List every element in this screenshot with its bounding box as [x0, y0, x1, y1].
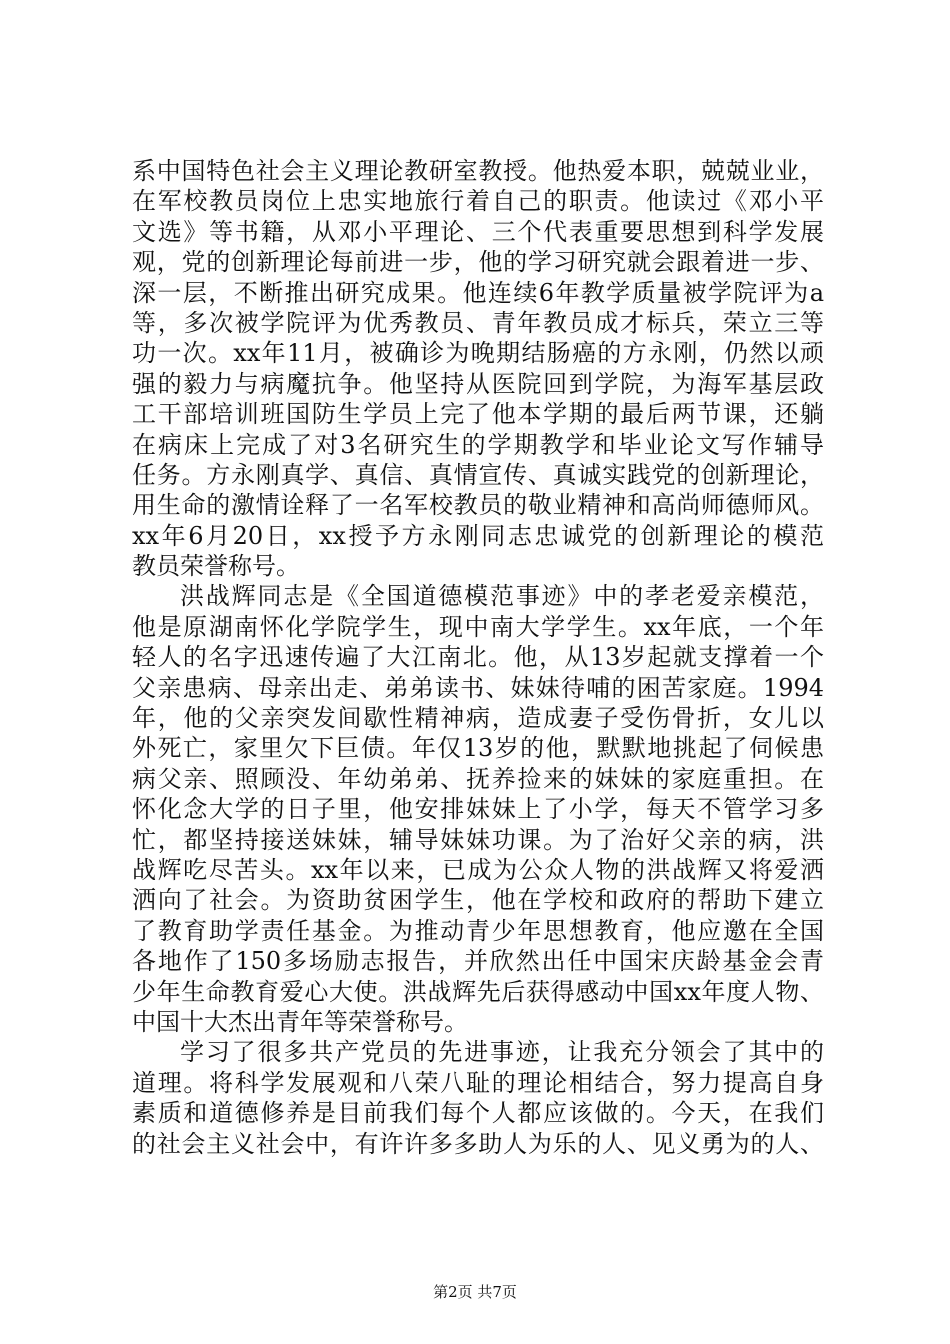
- text-line-18: 父亲患病、母亲出走、弟弟读书、妹妹待哺的困苦家庭。1994: [132, 673, 824, 702]
- text-line-5: 深一层，不断推出研究成果。他连续6年教学质量被学院评为a: [132, 278, 824, 307]
- text-line-26: 了教育助学责任基金。为推动青少年思想教育，他应邀在全国: [132, 916, 824, 945]
- text-line-13: xx年6月20日，xx授予方永刚同志忠诚党的创新理论的模范: [132, 521, 824, 550]
- text-line-22: 怀化念大学的日子里，他安排妹妹上了小学，每天不管学习多: [132, 795, 824, 824]
- text-line-4: 观，党的创新理论每前进一步，他的学习研究就会跟着进一步、: [132, 248, 824, 277]
- text-line-20: 外死亡，家里欠下巨债。年仅13岁的他，默默地挑起了伺候患: [132, 734, 824, 763]
- document-body: [132, 156, 824, 1159]
- text-line-10: 在病床上完成了对3名研究生的学期教学和毕业论文写作辅导: [132, 430, 824, 459]
- text-line-21: 病父亲、照顾没、年幼弟弟、抚养捡来的妹妹的家庭重担。在: [132, 764, 824, 793]
- text-line-7: 功一次。xx年11月，被确诊为晚期结肠癌的方永刚，仍然以顽: [132, 339, 824, 368]
- text-line-2: 在军校教员岗位上忠实地旅行着自己的职责。他读过《邓小平: [132, 187, 824, 216]
- text-line-8: 强的毅力与病魔抗争。他坚持从医院回到学院，为海军基层政: [132, 369, 824, 398]
- text-line-19: 年，他的父亲突发间歇性精神病，造成妻子受伤骨折，女儿以: [132, 704, 824, 733]
- text-line-16: 他是原湖南怀化学院学生，现中南大学学生。xx年底，一个年: [132, 612, 824, 641]
- text-line-17: 轻人的名字迅速传遍了大江南北。他，从13岁起就支撑着一个: [132, 643, 824, 672]
- text-line-14: 教员荣誉称号。: [132, 552, 300, 581]
- text-line-31: 道理。将科学发展观和八荣八耻的理论相结合，努力提高自身: [132, 1068, 824, 1097]
- text-line-33: 的社会主义社会中，有许许多多助人为乐的人、见义勇为的人、: [132, 1129, 824, 1158]
- text-line-3: 文选》等书籍，从邓小平理论、三个代表重要思想到科学发展: [132, 217, 824, 246]
- text-line-28: 少年生命教育爱心大使。洪战辉先后获得感动中国xx年度人物、: [132, 977, 824, 1006]
- text-line-30: 学习了很多共产党员的先进事迹，让我充分领会了其中的: [180, 1038, 824, 1067]
- text-line-27: 各地作了150多场励志报告，并欣然出任中国宋庆龄基金会青: [132, 947, 824, 976]
- text-line-15: 洪战辉同志是《全国道德模范事迹》中的孝老爱亲模范，: [180, 582, 824, 611]
- text-line-9: 工干部培训班国防生学员上完了他本学期的最后两节课，还躺: [132, 400, 824, 429]
- text-line-32: 素质和道德修养是目前我们每个人都应该做的。今天，在我们: [132, 1099, 824, 1128]
- text-line-11: 任务。方永刚真学、真信、真情宣传、真诚实践党的创新理论，: [132, 460, 824, 489]
- text-line-1: 系中国特色社会主义理论教研室教授。他热爱本职，兢兢业业，: [132, 157, 824, 185]
- text-line-24: 战辉吃尽苦头。xx年以来，已成为公众人物的洪战辉又将爱洒: [132, 855, 824, 884]
- text-line-6: 等，多次被学院评为优秀教员、青年教员成才标兵，荣立三等: [132, 308, 824, 337]
- text-line-25: 洒向了社会。为资助贫困学生，他在学校和政府的帮助下建立: [132, 886, 824, 915]
- text-line-23: 忙，都坚持接送妹妹，辅导妹妹功课。为了治好父亲的病，洪: [132, 825, 824, 854]
- page-number-footer: 第2页 共7页: [433, 1283, 517, 1301]
- text-line-29: 中国十大杰出青年等荣誉称号。: [132, 1007, 468, 1036]
- text-line-12: 用生命的激情诠释了一名军校教员的敬业精神和高尚师德师风。: [132, 491, 824, 520]
